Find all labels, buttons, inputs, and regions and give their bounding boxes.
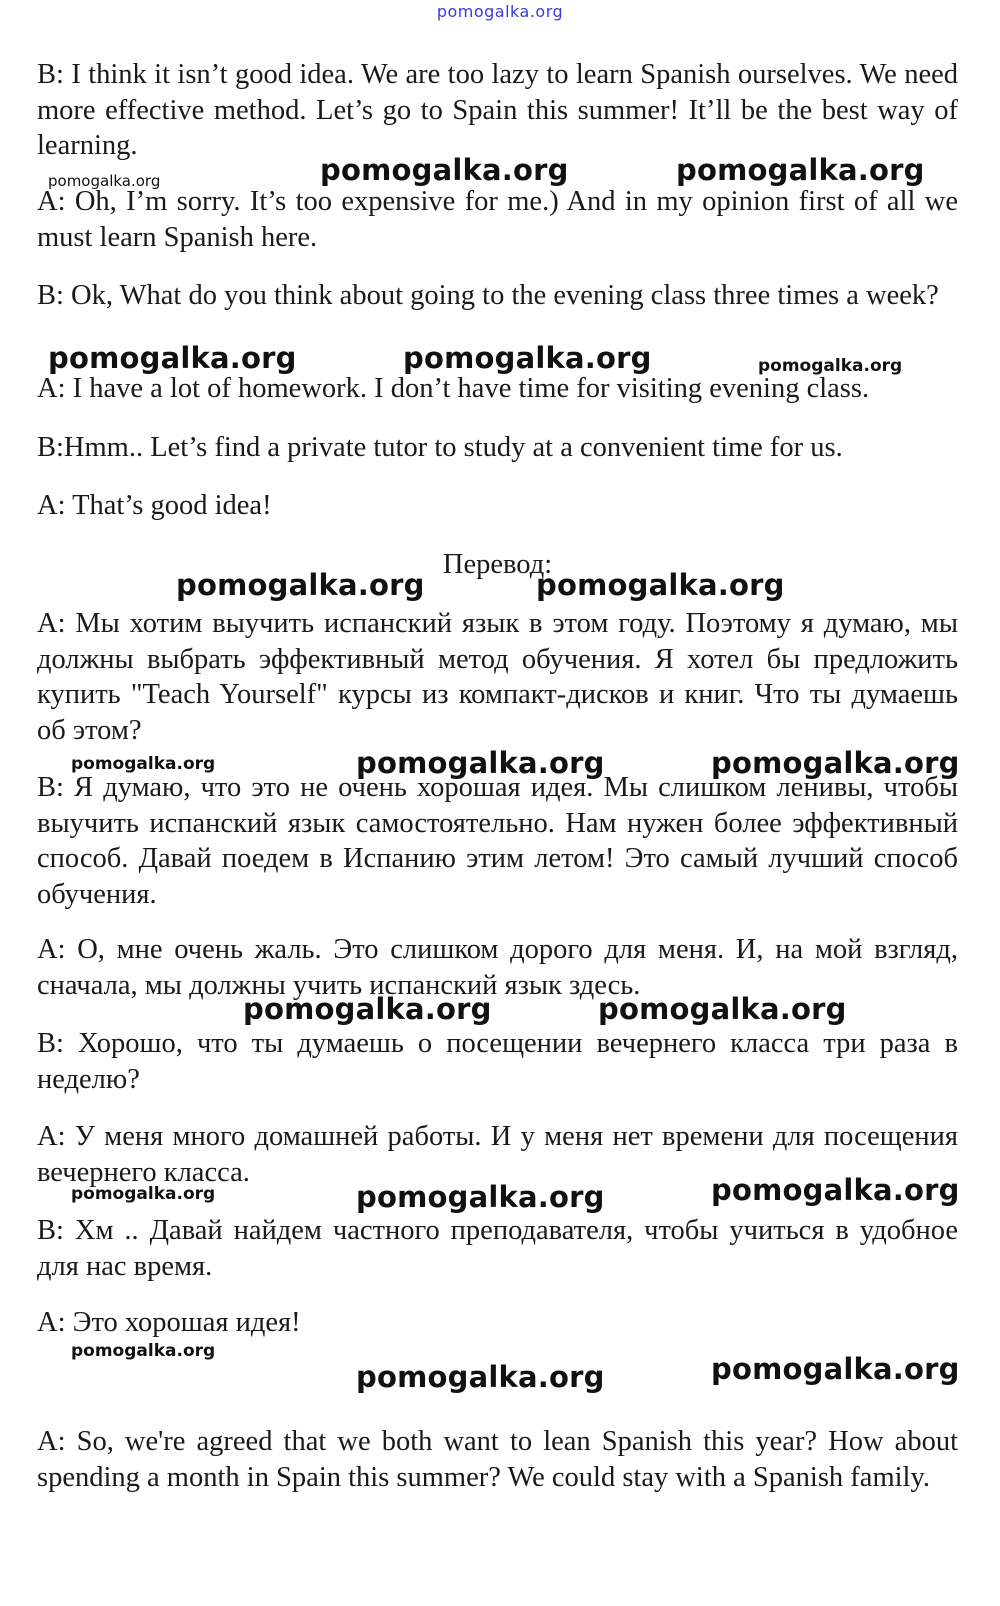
dialogue-line-b-3: B:Hmm.. Let’s find a private tutor to study at a convenient time for us. bbox=[37, 432, 843, 463]
translation-line-a-2: A: О, мне очень жаль. Это слишком дорого для меня. И, на мой взгляд, сначала, мы должны учить испанский язык здесь. bbox=[37, 934, 958, 1001]
watermark: pomogalka.org bbox=[243, 992, 492, 1026]
translation-line-b-3: B: Хм .. Давай найдем частного преподавателя, чтобы учиться в удобное для нас время. bbox=[37, 1215, 958, 1282]
watermark: pomogalka.org bbox=[536, 568, 785, 602]
watermark: pomogalka.org bbox=[71, 1341, 216, 1361]
dialogue-line-a-1: A: Oh, I’m sorry. It’s too expensive for me.) And in my opinion first of all we must learn Spanish here. bbox=[37, 186, 958, 253]
watermark: pomogalka.org bbox=[71, 1184, 216, 1204]
watermark: pomogalka.org bbox=[356, 1180, 605, 1214]
translation-line-a-4: A: Это хорошая идея! bbox=[37, 1307, 301, 1338]
translation-line-a-1: A: Мы хотим выучить испанский язык в этом году. Поэтому я думаю, мы должны выбрать эффективный метод обучения. Я хотел бы предложить купить "Teach Yourself" курсы из компакт-дисков и книг. Что ты думаешь об этом? bbox=[37, 608, 958, 746]
translation-line-b-2: B: Хорошо, что ты думаешь о посещении вечернего класса три раза в неделю? bbox=[37, 1028, 958, 1095]
translation-heading: Перевод: bbox=[442, 549, 553, 580]
watermark: pomogalka.org bbox=[403, 341, 652, 375]
dialogue-line-a-3: A: That’s good idea! bbox=[37, 490, 272, 521]
dialogue-line-a-4: A: So, we're agreed that we both want to lean Spanish this year? How about spending a month in Spain this summer? We could stay with a Spanish family. bbox=[37, 1426, 958, 1493]
watermark: pomogalka.org bbox=[598, 992, 847, 1026]
watermark: pomogalka.org bbox=[711, 1173, 960, 1207]
dialogue-line-b-1: B: I think it isn’t good idea. We are too lazy to learn Spanish ourselves. We need more effective method. Let’s go to Spain this summer! It’ll be the best way of learning. bbox=[37, 59, 958, 161]
top-watermark: pomogalka.org bbox=[436, 2, 564, 21]
watermark: pomogalka.org bbox=[711, 746, 960, 780]
watermark: pomogalka.org bbox=[356, 746, 605, 780]
dialogue-line-a-2: A: I have a lot of homework. I don’t have time for visiting evening class. bbox=[37, 373, 870, 404]
watermark: pomogalka.org bbox=[758, 356, 903, 376]
watermark: pomogalka.org bbox=[711, 1352, 960, 1386]
watermark: pomogalka.org bbox=[320, 153, 569, 187]
watermark: pomogalka.org bbox=[48, 341, 297, 375]
watermark: pomogalka.org bbox=[676, 153, 925, 187]
dialogue-line-b-2: B: Ok, What do you think about going to the evening class three times a week? bbox=[37, 280, 939, 311]
translation-line-a-3: A: У меня много домашней работы. И у меня нет времени для посещения вечернего класса. bbox=[37, 1121, 958, 1188]
translation-line-b-1: B: Я думаю, что это не очень хорошая идея. Мы слишком ленивы, чтобы выучить испанский язык самостоятельно. Нам нужен более эффективный способ. Давай поедем в Испанию этим летом! Это самый лучший способ обучения. bbox=[37, 772, 958, 910]
watermark: pomogalka.org bbox=[48, 172, 161, 190]
watermark: pomogalka.org bbox=[176, 568, 425, 602]
watermark: pomogalka.org bbox=[356, 1360, 605, 1394]
watermark: pomogalka.org bbox=[71, 754, 216, 774]
